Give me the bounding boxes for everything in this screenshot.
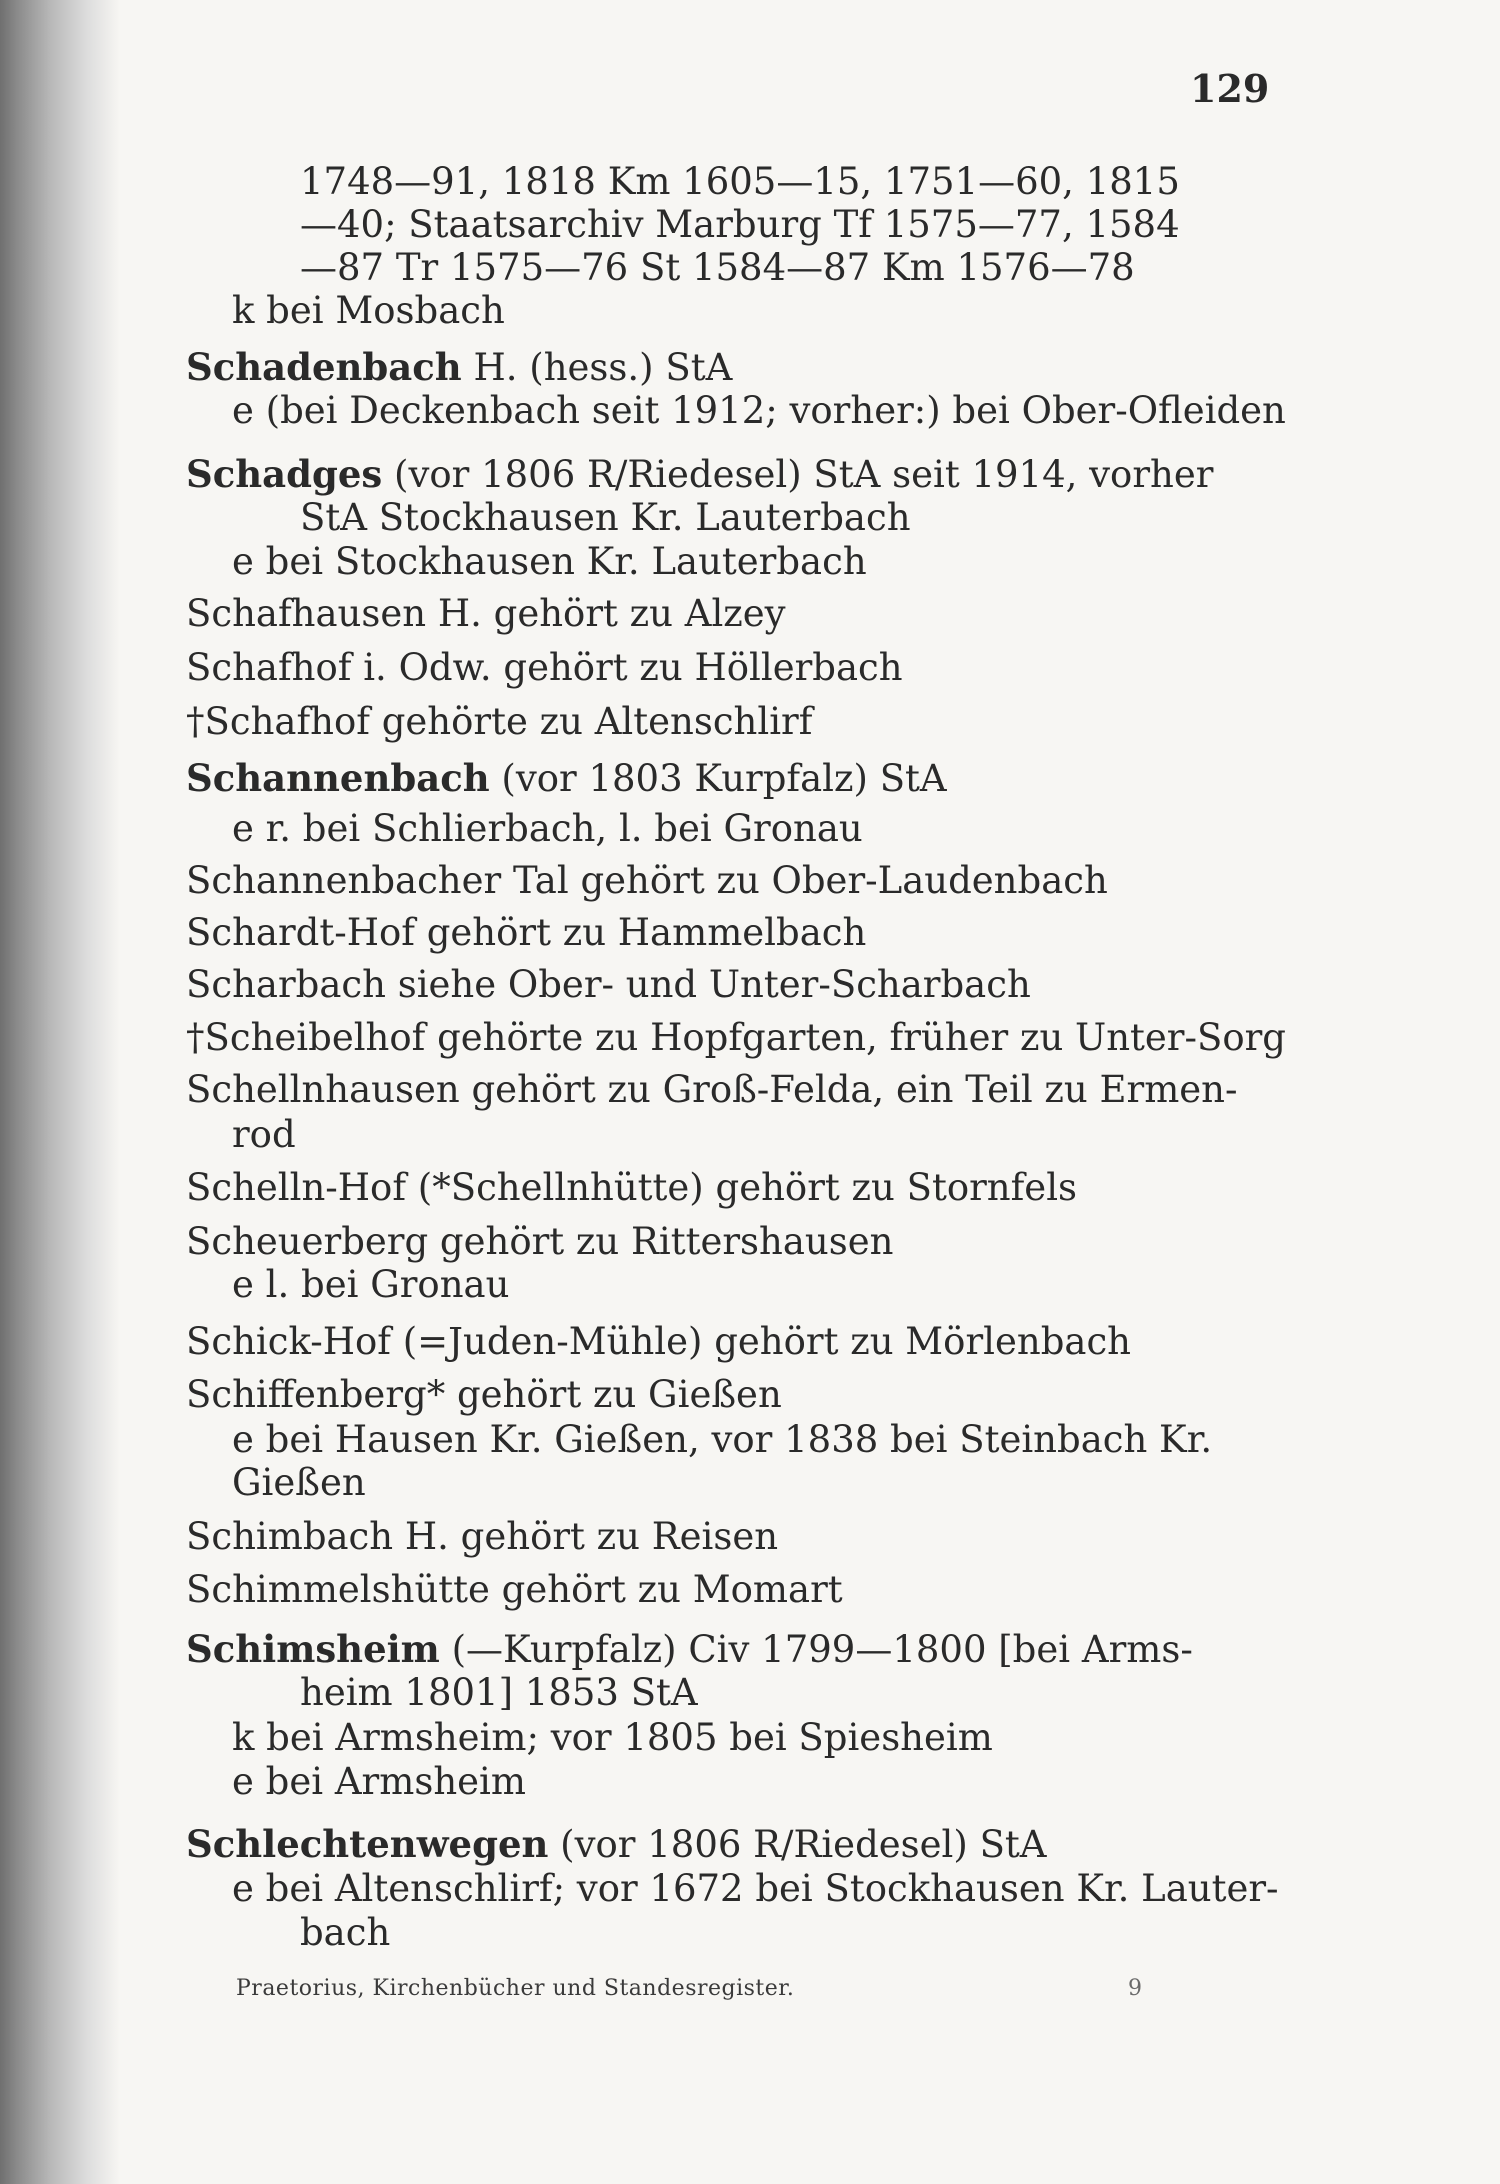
entry-line: Schannenbach (vor 1803 Kurpfalz) StA: [186, 756, 947, 800]
text-line: e bei Hausen Kr. Gießen, vor 1838 bei Steinbach Kr.: [232, 1418, 1213, 1461]
entry-line: Schlechtenwegen (vor 1806 R/Riedesel) StA: [186, 1822, 1047, 1866]
entry-line: Scharbach siehe Ober- und Unter-Scharbach: [186, 963, 1031, 1006]
page-number: 129: [1190, 66, 1270, 111]
text-line: e (bei Deckenbach seit 1912; vorher:) bei Ober-Ofleiden: [232, 389, 1286, 432]
text-line: heim 1801] 1853 StA: [300, 1671, 698, 1714]
entry-line: Schannenbacher Tal gehört zu Ober-Laudenbach: [186, 859, 1108, 902]
entry-line: Schafhausen H. gehört zu Alzey: [186, 592, 786, 635]
text-line: bach: [300, 1911, 391, 1954]
text-line: 1748—91, 1818 Km 1605—15, 1751—60, 1815: [300, 160, 1180, 203]
entry-line: Schellnhausen gehört zu Groß-Felda, ein Teil zu Ermen-: [186, 1068, 1238, 1111]
text-line: e bei Armsheim: [232, 1760, 526, 1803]
entry-line: Scheuerberg gehört zu Rittershausen: [186, 1220, 894, 1263]
entry-line: Schafhof i. Odw. gehört zu Höllerbach: [186, 646, 903, 689]
headword: Schlechtenwegen: [186, 1822, 549, 1866]
headword: Schannenbach: [186, 756, 490, 800]
entry-line: †Scheibelhof gehörte zu Hopfgarten, früher zu Unter-Sorg: [186, 1016, 1286, 1059]
entry-line: Schadges (vor 1806 R/Riedesel) StA seit 1914, vorher: [186, 452, 1214, 496]
entry-line: Schimbach H. gehört zu Reisen: [186, 1515, 779, 1558]
text-line: e bei Altenschlirf; vor 1672 bei Stockhausen Kr. Lauter-: [232, 1867, 1279, 1910]
page-footer: Praetorius, Kirchenbücher und Standesregister.: [236, 1976, 795, 2001]
text-line: k bei Mosbach: [232, 289, 505, 332]
text-line: e bei Stockhausen Kr. Lauterbach: [232, 540, 867, 583]
text-line: e l. bei Gronau: [232, 1263, 510, 1306]
headword: Schadges: [186, 452, 383, 496]
headword: Schimsheim: [186, 1627, 440, 1671]
page-binding-shadow: [0, 0, 120, 2184]
entry-line: Schimmelshütte gehört zu Momart: [186, 1568, 843, 1611]
entry-line: Schick-Hof (=Juden-Mühle) gehört zu Mörlenbach: [186, 1320, 1131, 1363]
entry-line: Schiffenberg* gehört zu Gießen: [186, 1373, 782, 1416]
entry-line: Schimsheim (—Kurpfalz) Civ 1799—1800 [bei Arms-: [186, 1627, 1193, 1671]
text-line: —40; Staatsarchiv Marburg Tf 1575—77, 1584: [300, 203, 1180, 246]
text-line: e r. bei Schlierbach, l. bei Gronau: [232, 807, 863, 850]
entry-line: Schardt-Hof gehört zu Hammelbach: [186, 911, 867, 954]
signature-mark: 9: [1128, 1976, 1142, 2001]
text-line: k bei Armsheim; vor 1805 bei Spiesheim: [232, 1716, 993, 1759]
entry-line: Schelln-Hof (*Schellnhütte) gehört zu Stornfels: [186, 1166, 1078, 1209]
headword: Schadenbach: [186, 345, 462, 389]
text-line: rod: [232, 1113, 296, 1156]
text-line: StA Stockhausen Kr. Lauterbach: [300, 496, 911, 539]
entry-line: Schadenbach H. (hess.) StA: [186, 345, 733, 389]
text-line: Gießen: [232, 1461, 366, 1504]
entry-line: †Schafhof gehörte zu Altenschlirf: [186, 700, 813, 743]
text-line: —87 Tr 1575—76 St 1584—87 Km 1576—78: [300, 246, 1135, 289]
